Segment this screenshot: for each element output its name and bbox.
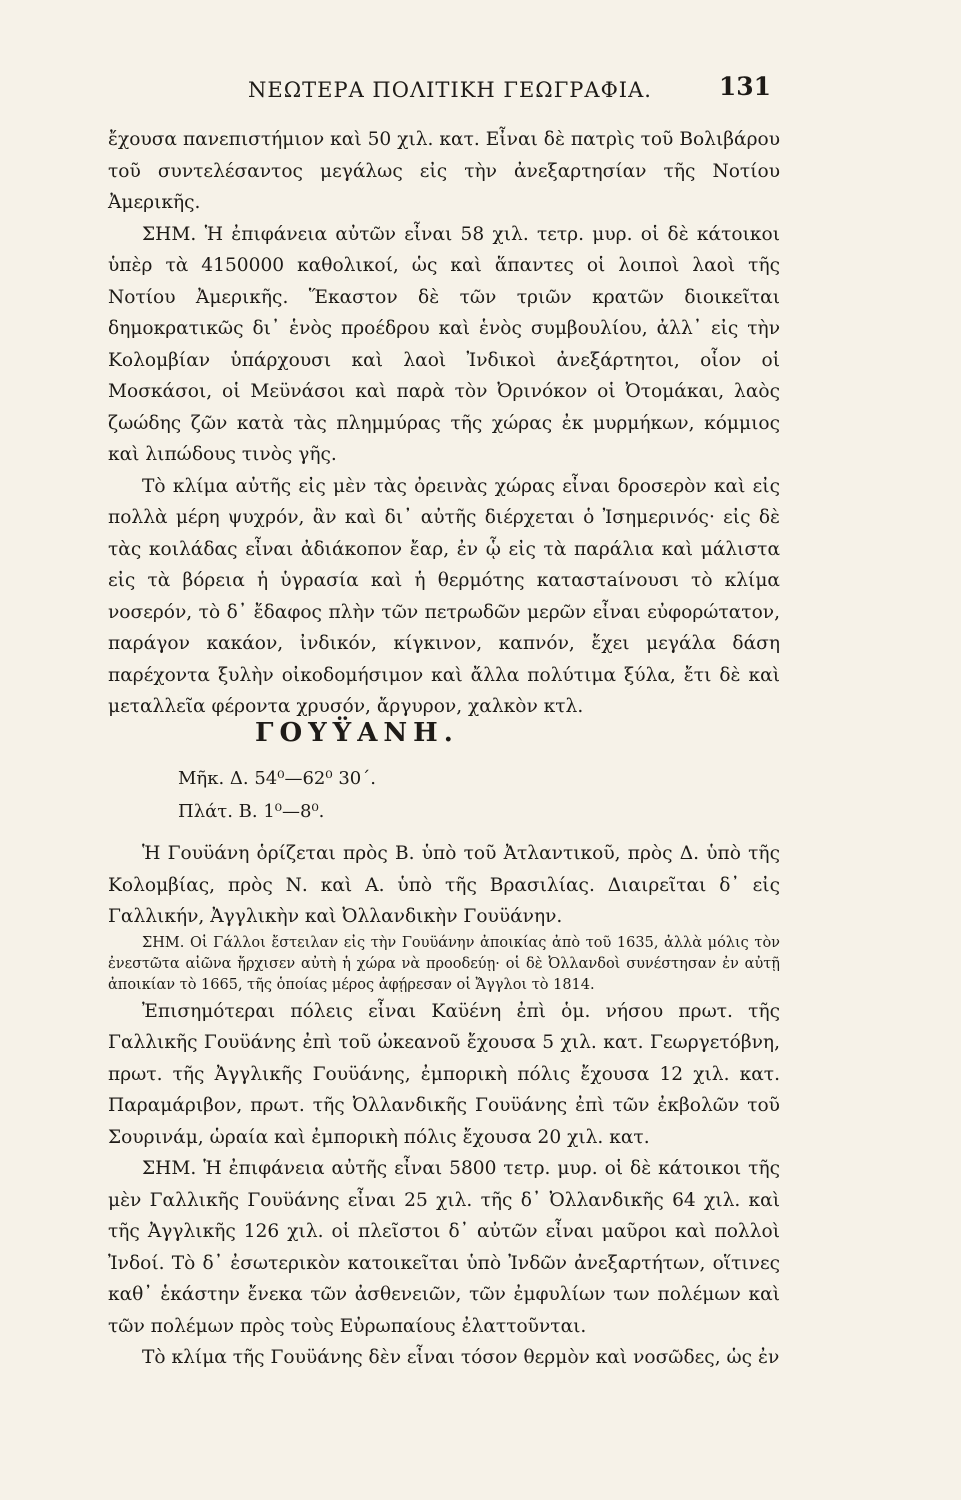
page-number: 131 <box>718 72 771 101</box>
paragraph: ἔχουσα πανεπιστήμιον καὶ 50 χιλ. κατ. Εἶναι δὲ πατρὶς τοῦ Βολιβάρου τοῦ συντελέσαντος μεγάλως εἰς τὴν ἀνεξαρτησίαν τῆς Νοτίου Ἀμερικῆς. <box>108 129 780 213</box>
paragraph: Τὸ κλίμα τῆς Γουϋάνης δὲν εἶναι τόσον θερμὸν καὶ νοσῶδες, ὡς ἐν <box>142 1347 780 1368</box>
page-header <box>108 72 771 112</box>
colombia-text-block <box>108 124 780 723</box>
guiana-text-block <box>108 838 780 1374</box>
note-paragraph: ΣΗΜ. Ἡ ἐπιφάνεια αὐτῶν εἶναι 58 χιλ. τετρ. μυρ. οἱ δὲ κάτοικοι ὑπὲρ τὰ 4150000 καθολικοί, ὡς καὶ ἅπαντες οἱ λοιποὶ λαοὶ τῆς Νοτίου Ἀμερικῆς. Ἕκαστον δὲ τῶν τριῶν κρατῶν διοικεῖται δημοκρατικῶς δι᾽ ἑνὸς προέδρου καὶ ἑνὸς συμβουλίου, ἀλλ᾽ εἰς τὴν Κολομβίαν ὑπάρχουσι καὶ λαοὶ Ἰνδικοὶ ἀνεξάρτητοι, οἷον οἱ Μοσκάσοι, οἱ Μεϋνάσοι καὶ παρὰ τὸν Ὀρινόκον οἱ Ὀτομάκαι, λαὸς ζωώδης ζῶν κατὰ τὰς πλημμύρας τῆς χώρας ἐκ μυρμήκων, κόμμιος καὶ λιπώδους τινὸς γῆς. <box>108 223 780 465</box>
note-paragraph: ΣΗΜ. Ἡ ἐπιφάνεια αὐτῆς εἶναι 5800 τετρ. μυρ. οἱ δὲ κάτοικοι τῆς μὲν Γαλλικῆς Γουϋάνης εἶναι 25 χιλ. τῆς δ᾽ Ὀλλανδικῆς 64 χιλ. καὶ τῆς Ἀγγλικῆς 126 χιλ. οἱ πλεῖστοι δ᾽ αὐτῶν εἶναι μαῦροι καὶ πολλοὶ Ἰνδοί. Τὸ δ᾽ ἐσωτερικὸν κατοικεῖται ὑπὸ Ἰνδῶν ἀνεξαρτήτων, οἵτινες καθ᾽ ἑκάστην ἔνεκα τῶν ἀσθενειῶν, τῶν ἐμφυλίων των πολέμων καὶ τῶν πολέμων πρὸς τοὺς Εὐρωπαίους ἐλαττοῦνται. <box>108 1158 780 1337</box>
small-note: ΣΗΜ. Οἱ Γάλλοι ἔστειλαν εἰς τὴν Γουϋάνην ἀποικίας ἀπὸ τοῦ 1635, ἀλλὰ μόλις τὸν ἐνεστῶτα αἰῶνα ἤρχισεν αὐτὴ ἡ χώρα νὰ προοδεύῃ· οἱ δὲ Ὀλλανδοὶ συνέστησαν ἐν αὐτῇ ἀποικίαν τὸ 1665, τῆς ὁποίας μέρος ἀφῄρεσαν οἱ Ἄγγλοι τὸ 1814. <box>108 934 780 993</box>
paragraph: Ἡ Γουϋάνη ὁρίζεται πρὸς Β. ὑπὸ τοῦ Ἀτλαντικοῦ, πρὸς Δ. ὑπὸ τῆς Κολομβίας, πρὸς Ν. καὶ Α. ὑπὸ τῆς Βρασιλίας. Διαιρεῖται δ᾽ εἰς Γαλλικήν, Ἀγγλικὴν καὶ Ὀλλανδικὴν Γουϋάνην. <box>108 843 780 927</box>
running-head: ΝΕΩΤΕΡΑ ΠΟΛΙΤΙΚΗ ΓΕΩΓΡΑΦΙΑ. <box>248 78 652 102</box>
paragraph: Τὸ κλίμα αὐτῆς εἰς μὲν τὰς ὀρεινὰς χώρας εἶναι δροσερὸν καὶ εἰς πολλὰ μέρη ψυχρόν, ἂν καὶ δι᾽ αὐτῆς διέρχεται ὁ Ἰσημερινός· εἰς δὲ τὰς κοιλάδας εἶναι ἀδιάκοπον ἔαρ, ἐν ᾧ εἰς τὰ παράλια καὶ μάλιστα εἰς τὰ βόρεια ἡ ὑγρασία καὶ ἡ θερμότης καταστaίνουσι τὸ κλίμα νοσερόν, τὸ δ᾽ ἔδαφος πλὴν τῶν πετρωδῶν μερῶν εἶναι εὐφορώτατον, παράγον κακάον, ἰνδικόν, κίγκινον, καπνόν, ἔχει μεγάλα δάση παρέχοντα ξυλὴν οἰκοδομήσιμον καὶ ἄλλα πολύτιμα ξύλα, ἔτι δὲ καὶ μεταλλεῖα φέροντα χρυσόν, ἄργυρον, χαλκὸν κτλ. <box>108 475 780 717</box>
latitude-line: Πλάτ. Β. 1⁰—8⁰. <box>178 801 325 822</box>
section-title: ΓΟΥΫΑΝΗ. <box>255 718 459 748</box>
paragraph: Ἐπισημότεραι πόλεις εἶναι Καϋένη ἐπὶ ὁμ. νήσου πρωτ. τῆς Γαλλικῆς Γουϋάνης ἐπὶ τοῦ ὠκεανοῦ ἔχουσα 5 χιλ. κατ. Γεωργετόβνη, πρωτ. τῆς Ἀγγλικῆς Γουϋάνης, ἐμπορικὴ πόλις ἔχουσα 12 χιλ. κατ. Παραμάριβον, πρωτ. τῆς Ὀλλανδικῆς Γουϋάνης ἐπὶ τῶν ἐκβολῶν τοῦ Σουρινάμ, ὡραία καὶ ἐμπορικὴ πόλις ἔχουσα 20 χιλ. κατ. <box>108 1000 780 1148</box>
longitude-line: Μῆκ. Δ. 54⁰—62⁰ 30΄. <box>178 768 376 789</box>
